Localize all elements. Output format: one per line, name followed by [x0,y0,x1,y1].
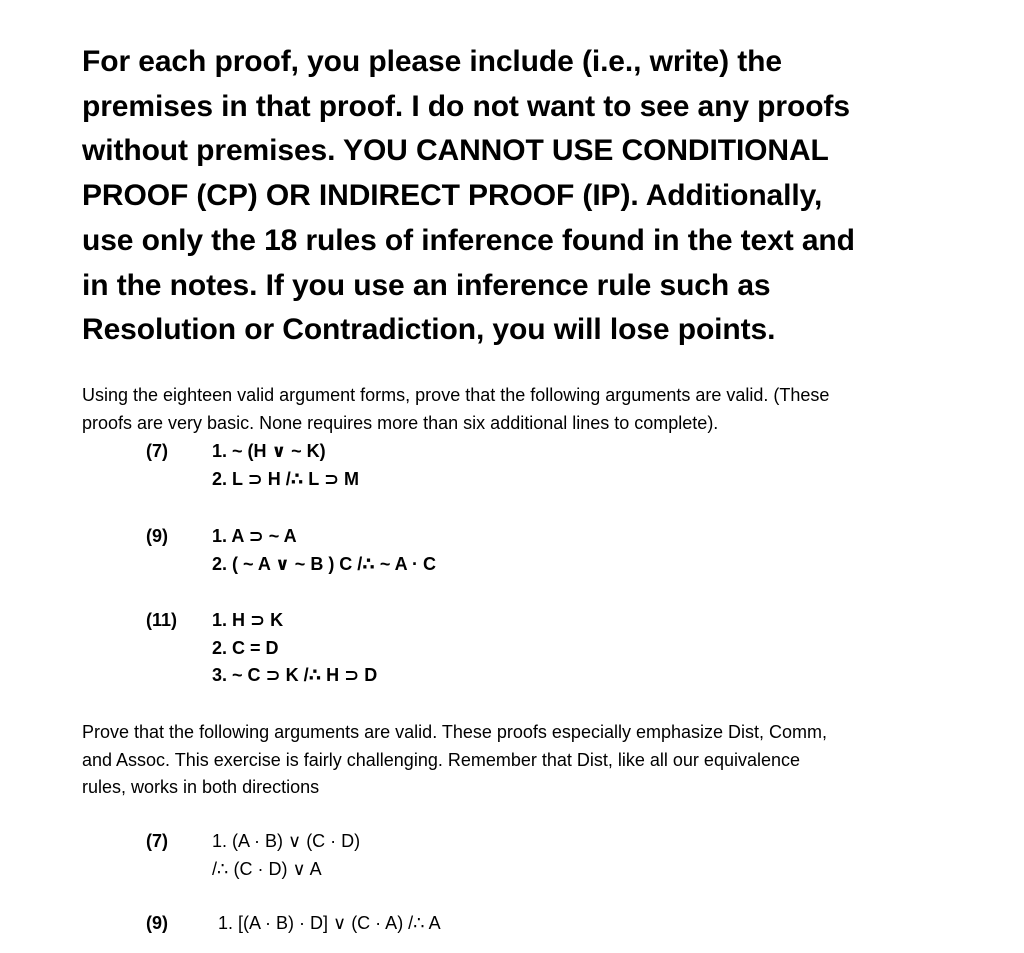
premise-line: 1. H ⊃ K [212,610,284,630]
premise-list [218,910,441,938]
heading-line: without premises. YOU CANNOT USE CONDITIONAL [82,134,829,168]
premise-line: 1. [(A · B) · D] ∨ (C · A) /∴ A [218,913,441,933]
problem-number: (11) [146,610,178,630]
instruction-line: proofs are very basic. None requires more than six additional lines to complete). [82,412,719,433]
section1-instructions [82,382,962,437]
problem-number: (9) [146,526,168,546]
problem-number: (9) [146,913,168,933]
section2-instructions [82,719,962,802]
premise-line: 2. C = D [212,637,279,658]
premise-list [212,523,436,578]
heading-line: For each proof, you please include (i.e., write) the [82,45,782,78]
heading-line: use only the 18 rules of inference found in the text and [82,223,855,257]
premise-list [212,438,359,493]
instruction-line: Using the eighteen valid argument forms, prove that the following arguments are valid. (These [82,385,830,405]
instruction-line: Prove that the following arguments are valid. These proofs especially emphasize Dist, Comm, [82,722,828,742]
heading-line: in the notes. If you use an inference rule such as [82,268,771,302]
premise-line: 3. ~ C ⊃ K /∴ H ⊃ D [212,665,378,685]
heading-line: premises in that proof. I do not want to see any proofs [82,89,850,123]
heading-line: PROOF (CP) OR INDIRECT PROOF (IP). Additionally, [82,179,823,213]
premise-line: 2. L ⊃ H /∴ L ⊃ M [212,468,360,489]
premise-line: 1. A ⊃ ~ A [212,526,297,546]
instructions-heading [82,40,962,353]
premise-line: 1. ~ (H ∨ ~ K) [212,441,326,461]
instruction-line: and Assoc. This exercise is fairly challenging. Remember that Dist, like all our equivalence [82,749,801,770]
heading-line: Resolution or Contradiction, you will lose points. [82,313,776,347]
problem-number: (7) [146,831,168,851]
premise-list [212,828,360,883]
instruction-line: rules, works in both directions [82,777,320,797]
premise-line: 1. (A · B) ∨ (C · D) [212,831,361,851]
premise-list [212,607,377,690]
problem-number: (7) [146,441,168,461]
conclusion-line: /∴ (C · D) ∨ A [212,858,322,879]
premise-line: 2. ( ~ A ∨ ~ B ) C /∴ ~ A · C [212,553,437,574]
